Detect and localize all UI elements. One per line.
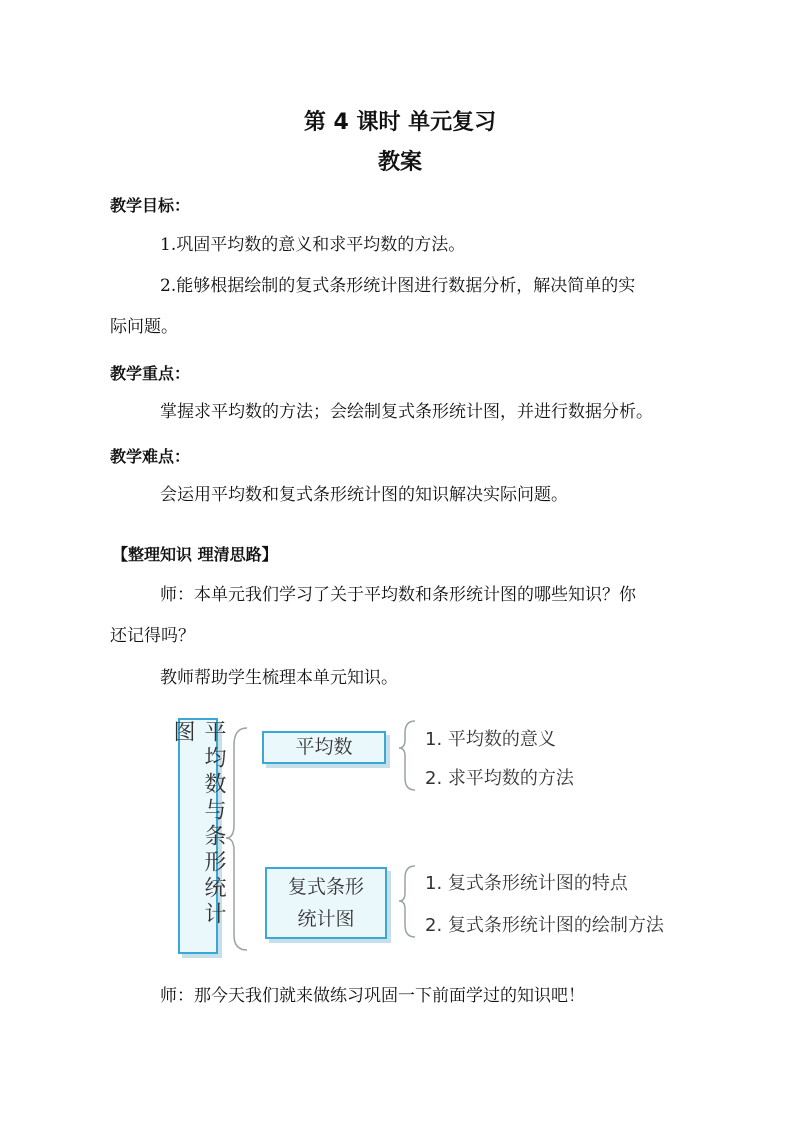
diagram-branch-average-box <box>262 731 386 764</box>
objective-item-1: 1.巩固平均数的意义和求平均数的方法。 <box>160 235 466 255</box>
section-heading: 【整理知识 理清思路】 <box>112 545 278 564</box>
diagram-branch-bar-chart-label-1: 复式条形 <box>287 876 364 898</box>
page-subtitle: 教案 <box>377 150 422 175</box>
objectives-heading: 教学目标： <box>110 196 191 215</box>
diagram-root-box <box>170 718 226 954</box>
difficult-points-text: 会运用平均数和复式条形统计图的知识解决实际问题。 <box>160 485 568 505</box>
diagram-root-label: 平均数与条形统计图 <box>170 720 226 928</box>
objective-item-2-line-2: 际问题。 <box>110 317 178 337</box>
key-points-text: 掌握求平均数的方法；会绘制复式条形统计图，并进行数据分析。 <box>160 402 653 422</box>
section-line-2: 还记得吗？ <box>110 626 195 646</box>
objective-item-2-line-1: 2.能够根据绘制的复式条形统计图进行数据分析，解决简单的实 <box>160 276 636 296</box>
section-line-3: 教师帮助学生梳理本单元知识。 <box>160 668 398 688</box>
section-line-1: 师：本单元我们学习了关于平均数和条形统计图的哪些知识？你 <box>160 585 636 605</box>
difficult-points-heading: 教学难点： <box>110 447 191 466</box>
diagram-average-item-1: 1. 平均数的意义 <box>425 729 556 750</box>
diagram-bar-chart-item-2: 2. 复式条形统计图的绘制方法 <box>425 915 664 936</box>
diagram-bar-chart-item-1: 1. 复式条形统计图的特点 <box>425 873 628 894</box>
key-points-heading: 教学重点： <box>110 364 191 383</box>
diagram-average-item-2: 2. 求平均数的方法 <box>425 768 574 789</box>
diagram-branch-bar-chart-label-2: 统计图 <box>297 908 355 930</box>
diagram-branch-bar-chart-box <box>265 867 387 939</box>
diagram-branch-average-label: 平均数 <box>295 736 353 758</box>
closing-line: 师：那今天我们就来做练习巩固一下前面学过的知识吧！ <box>160 986 585 1006</box>
page-title: 第 4 课时 单元复习 <box>303 110 497 135</box>
